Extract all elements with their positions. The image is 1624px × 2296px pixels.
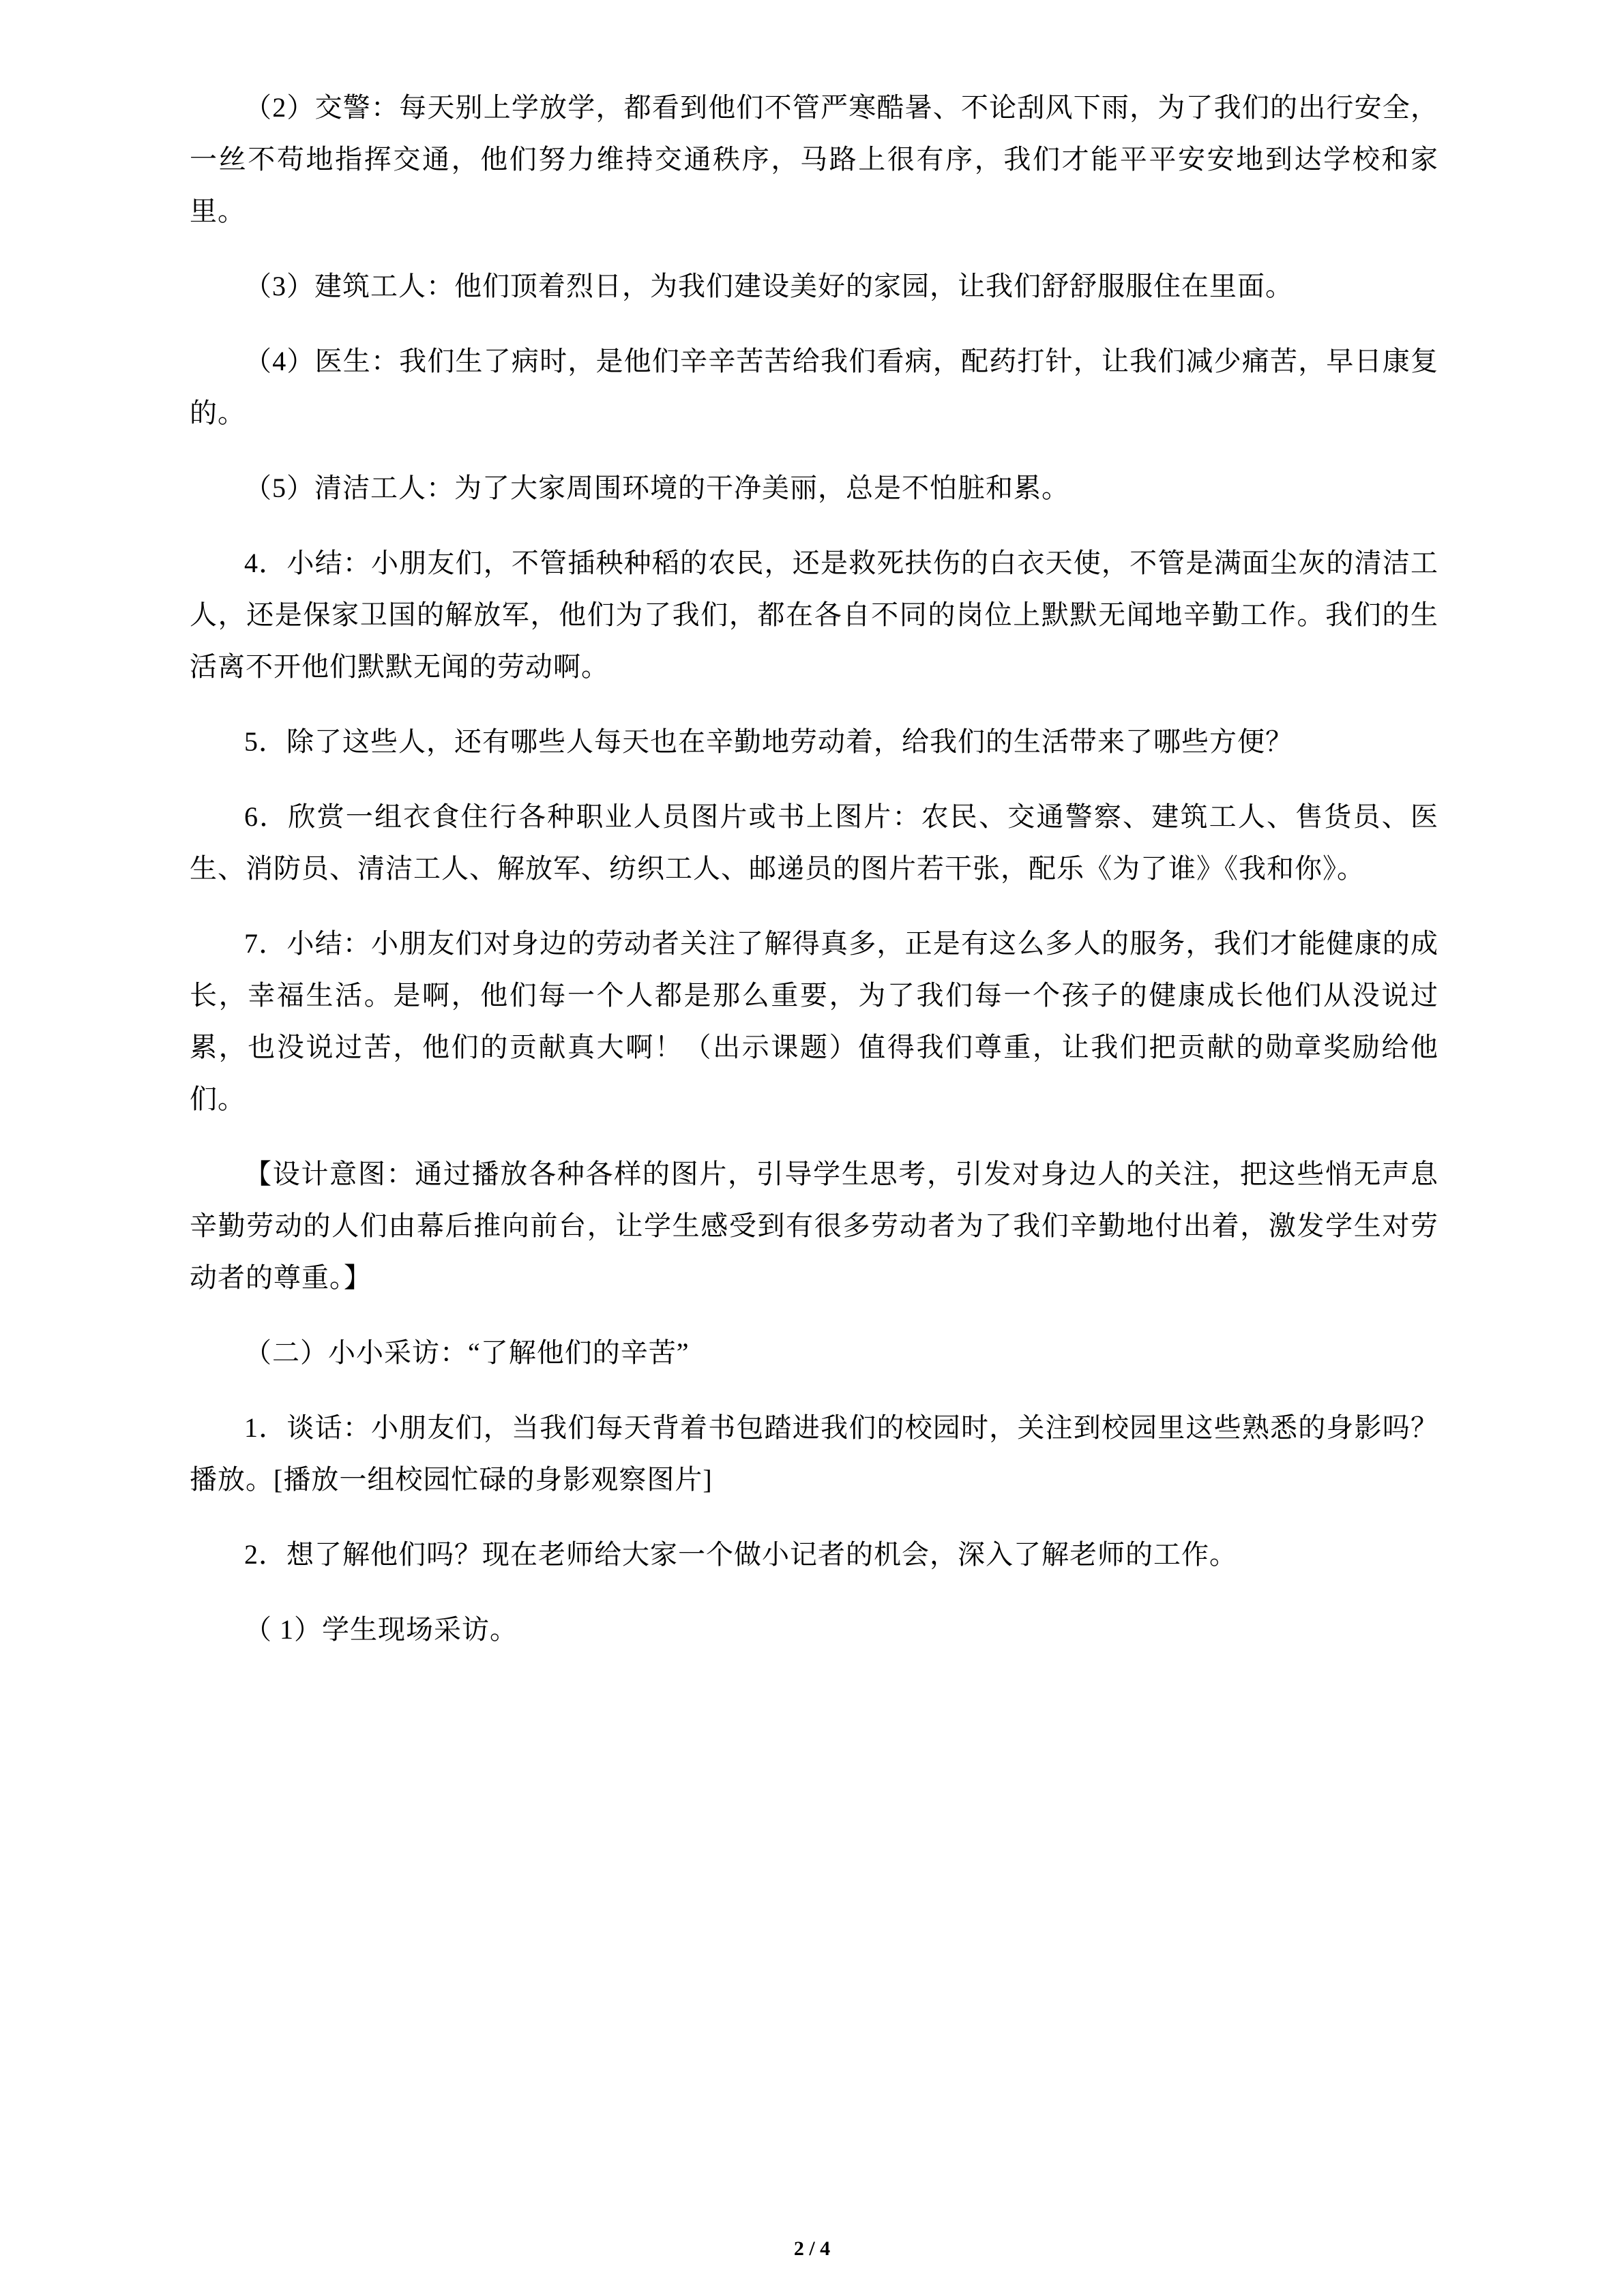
paragraph: （二）小小采访：“了解他们的辛苦” <box>244 1337 690 1368</box>
paragraph: （4）医生：我们生了病时，是他们辛辛苦苦给我们看病，配药打针，让我们减少痛苦，早日康复的。 <box>190 346 1438 428</box>
paragraph: 5．除了这些人，还有哪些人每天也在辛勤地劳动着，给我们的生活带来了哪些方便？ <box>244 726 1293 757</box>
page-number: 2 / 4 <box>793 2237 831 2260</box>
paragraph: 2．想了解他们吗？现在老师给大家一个做小记者的机会，深入了解老师的工作。 <box>244 1539 1237 1570</box>
paragraph: （3）建筑工人：他们顶着烈日，为我们建设美好的家园，让我们舒舒服服住在里面。 <box>244 271 1293 301</box>
paragraph: 4．小结：小朋友们，不管插秧种稻的农民，还是救死扶伤的白衣天使，不管是满面尘灰的清洁工人，还是保家卫国的解放军，他们为了我们，都在各自不同的岗位上默默无闻地辛勤工作。我们的生活离不开他们默默无闻的劳动啊。 <box>190 548 1438 682</box>
paragraph: 6．欣赏一组衣食住行各种职业人员图片或书上图片：农民、交通警察、建筑工人、售货员、医生、消防员、清洁工人、解放军、纺织工人、邮递员的图片若干张，配乐《为了谁》《我和你》。 <box>190 801 1438 884</box>
paragraph: （ 1）学生现场采访。 <box>244 1614 518 1645</box>
paragraph: 【设计意图：通过播放各种各样的图片，引导学生思考，引发对身边人的关注，把这些悄无声息辛勤劳动的人们由幕后推向前台，让学生感受到有很多劳动者为了我们辛勤地付出着，激发学生对劳动者的尊重。】 <box>190 1159 1438 1293</box>
paragraph: （2）交警：每天别上学放学，都看到他们不管严寒酷暑、不论刮风下雨，为了我们的出行安全，一丝不苟地指挥交通，他们努力维持交通秩序，马路上很有序，我们才能平平安安地到达学校和家里。 <box>190 92 1438 226</box>
paragraph: （5）清洁工人：为了大家周围环境的干净美丽，总是不怕脏和累。 <box>244 473 1069 503</box>
paragraph: 1．谈话：小朋友们，当我们每天背着书包踏进我们的校园时，关注到校园里这些熟悉的身影吗？播放。[播放一组校园忙碌的身影观察图片] <box>190 1412 1438 1495</box>
document-body <box>190 82 1438 1679</box>
page-footer <box>0 2237 1624 2261</box>
paragraph: 7．小结：小朋友们对身边的劳动者关注了解得真多，正是有这么多人的服务，我们才能健康的成长，幸福生活。是啊，他们每一个人都是那么重要，为了我们每一个孩子的健康成长他们从没说过累，也没说过苦，他们的贡献真大啊！（出示课题）值得我们尊重，让我们把贡献的勋章奖励给他们。 <box>190 928 1438 1114</box>
